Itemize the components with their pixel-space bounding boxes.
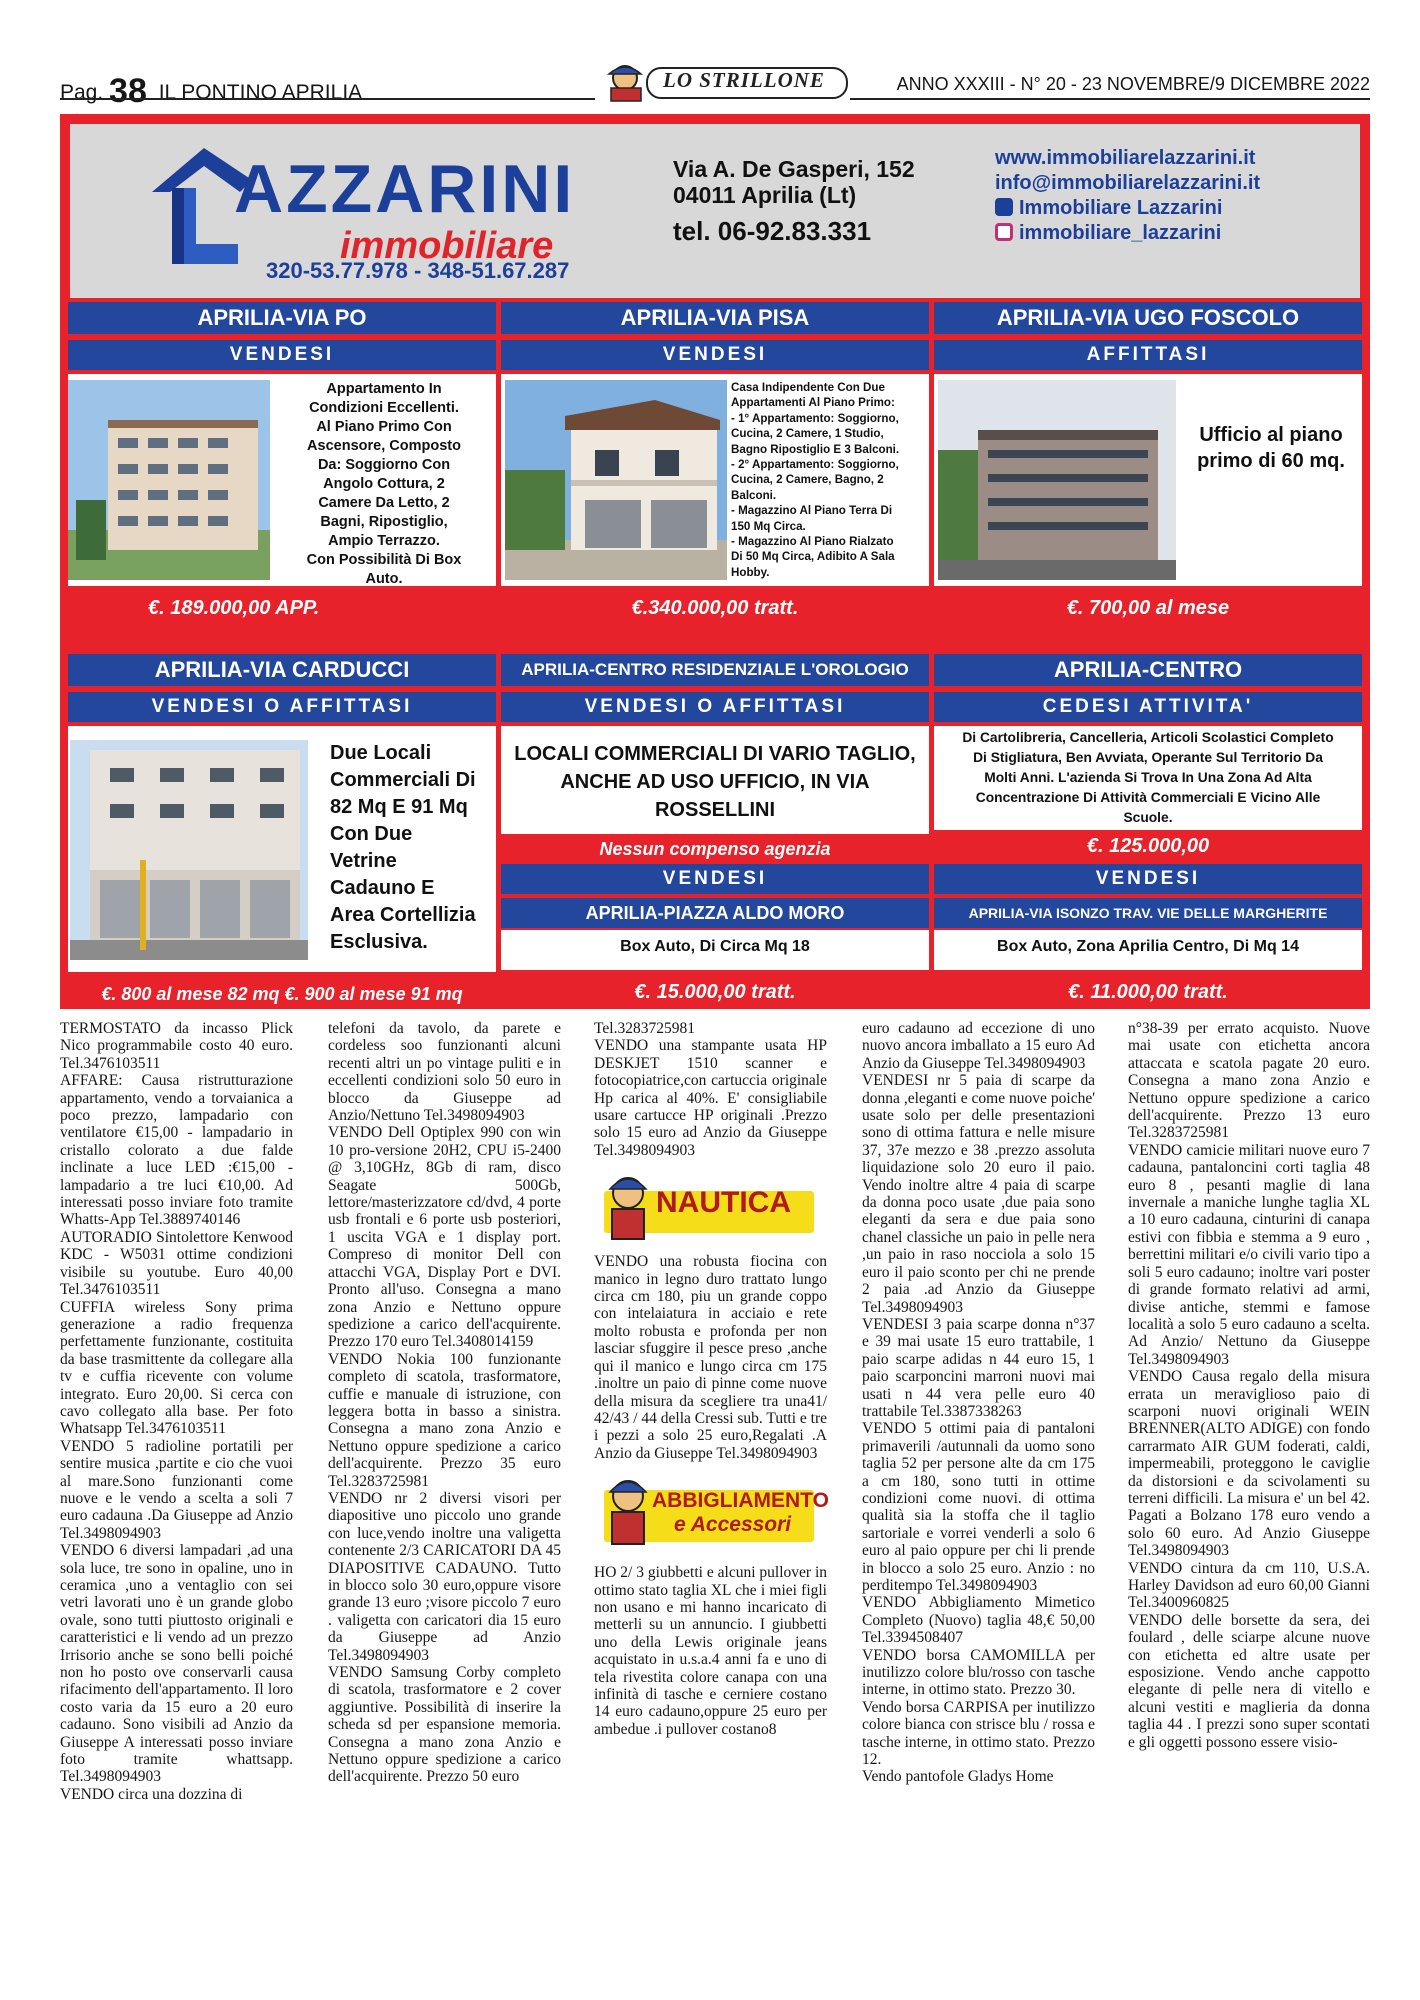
desc-line: Esclusiva. <box>330 931 428 953</box>
listing-type: VENDESI O AFFITTASI <box>501 692 929 722</box>
classified-ad: VENDO circa una dozzina di <box>60 1785 243 1803</box>
office-building-photo <box>938 380 1176 580</box>
classified-ad: Vendo borsa CARPISA per inutilizzo colore bianca con strisce blu / rossa e tasche interne, in ottimo stato. Prezzo 12. <box>862 1698 1095 1769</box>
classifieds-column-5 <box>1128 1020 1370 1751</box>
publication-name: IL PONTINO APRILIA <box>158 81 363 104</box>
listing-centro-attivita <box>934 654 1362 1009</box>
classified-ad: n°38-39 per errato acquisto. Nuove mai usate con etichetta ancora attaccata e scatola pagate 20 euro. Consegna a mano zona Anzio e Nettuno oppure spedizione a carico dell'acquirente. Prezzo 13 euro Tel.3283725981 <box>1128 1020 1370 1142</box>
classified-ad: VENDO Samsung Corby completo di scatola, trasformatore e 2 cover aggiuntive. Possibilità di inserire la scheda sd per espansione memoria. Consegna a mano zona Anzio e Nettuno oppure spedizione a carico dell'acquirente. Prezzo 50 euro <box>328 1664 561 1786</box>
classified-ad: telefoni da tavolo, da parete e cordeless soo funzionanti alcuni recenti altri un po vintage puliti e in eccellenti condizioni solo 50 euro in blocco da Giuseppe ad Anzio/Nettuno Tel.3498094903 <box>328 1020 561 1125</box>
desc-line: - Magazzino Al Piano Terra Di <box>731 504 893 518</box>
address-line-1: Via A. De Gasperi, 152 <box>673 156 915 182</box>
classified-ad: VENDO delle borsette da sera, dei foulard , delle sciarpe alcune nuove con etichetta ed altre usate per esposizione. Vendo anche cappotto elegante di pelle nera di vitello e alcuni vestiti e maglieria da donna taglia 44 . I prezzi sono super scontati e gli oggetti possono essere visio- <box>1128 1611 1370 1751</box>
listing-note: Nessun compenso agenzia <box>599 839 831 859</box>
desc-line: Di Cartolibreria, Cancelleria, Articoli Scolastici Completo <box>962 730 1334 745</box>
agency-instagram: immobiliare_lazzarini <box>1019 222 1222 244</box>
listing-description <box>731 380 927 580</box>
agency-facebook-row[interactable] <box>995 196 1260 221</box>
listing-body <box>68 726 496 972</box>
masthead-logo <box>595 62 850 102</box>
desc-line: - 1° Appartamento: Soggiorno, <box>731 411 899 425</box>
classified-ad: VENDO Abbigliamento Mimetico Completo (Nuovo) taglia 48,€ 50,00 Tel.3394508407 <box>862 1594 1095 1647</box>
listing-title: APRILIA-VIA ISONZO TRAV. VIE DELLE MARGHERITE <box>934 898 1362 928</box>
listing-price: €. 15.000,00 tratt. <box>634 981 796 1003</box>
page-folio <box>60 72 362 111</box>
desc-line: - 2° Appartamento: Soggiorno, <box>731 458 899 472</box>
section-title: ABBIGLIAMENTO <box>652 1489 829 1513</box>
classified-ad: AUTORADIO Sintolettore Kenwood KDC - W5031 ottime condizioni visibile su youtube. Euro 40,00 Tel.3476103511 <box>60 1228 293 1299</box>
storefront-building-photo <box>70 740 308 960</box>
desc-line: ROSSELLINI <box>654 799 775 821</box>
listing-type: CEDESI ATTIVITA' <box>934 692 1362 722</box>
desc-line: Vetrine <box>330 850 397 872</box>
desc-line: 150 Mq Circa. <box>731 519 806 533</box>
listing-price: €. 700,00 al mese <box>1066 597 1230 619</box>
classified-ad: VENDO Nokia 100 funzionante completo di scatola, trasformatore, cuffie e manuale di istruzione, con leggera botta in basso a sinistra. Consegna a mano zona Anzio e Nettuno oppure spedizione a carico dell'acquirente. Prezzo 35 euro Tel.3283725981 <box>328 1350 561 1490</box>
listing-type: VENDESI O AFFITTASI <box>68 692 496 722</box>
agency-instagram-row[interactable] <box>995 221 1260 246</box>
section-nautica <box>594 1163 827 1249</box>
section-abbigliamento <box>594 1466 827 1560</box>
classified-ad: HO 2/ 3 giubbetti e alcuni pullover in ottimo stato taglia XL che i miei figli non usano e mi hanno incaricato di metterli su un annuncio. I giubbetti uno della Lewis originale jeans acquistato in u.s.a.4 anni fa e uno di tela rivestita colore canapa con una infinità di tasche e cerniere costano 14 euro cadauno,oppure 25 euro per ambedue .i pullover costano8 <box>594 1564 827 1738</box>
classifieds-column-2 <box>328 1020 561 1786</box>
desc-line: Condizioni Eccellenti. <box>309 400 459 416</box>
desc-line: Con Due <box>330 823 413 845</box>
listing-title: APRILIA-CENTRO <box>934 654 1362 686</box>
address-line-2: 04011 Aprilia (Lt) <box>673 182 857 208</box>
classified-ad: VENDO una robusta fiocina con manico in legno duro trattato lungo circa cm 180, piu un grande coppo con intelaiatura in acciaio e rete molto robusta e profonda per non lasciar sfuggire il pesce preso ,anche qui il manico e lungo circa cm 175 .inoltre un paio di pinne come nuove della misura da scegliere tra una41/ 42/43 / 44 della Cressi sub. Tutti e tre i pezzi a solo 25 euro,Regalati .A Anzio da Giuseppe Tel.3498094903 <box>594 1253 827 1462</box>
listing-type: AFFITTASI <box>934 340 1362 370</box>
agency-email[interactable]: info@immobiliarelazzarini.it <box>995 172 1261 194</box>
classified-ad: VENDO cintura da cm 110, U.S.A. Harley Davidson ad euro 60,00 Gianni Tel.3400960825 <box>1128 1559 1370 1612</box>
classified-ad: VENDO Dell Optiplex 990 con win 10 pro-versione 20H2, CPU i5-2400 @ 3,10GHz, 8Gb di ram, disco Seagate 500Gb, lettore/masterizzatore cd/dvd, 4 porte usb frontali e 6 porte usb posteriori, 1 uscita VGA e 1 display port. Compreso di monitor Dell con attacchi VGA, Display Port e DVI. Pronto all'uso. Consegna a mano zona Anzio e Nettuno oppure spedizione a carico dell'acquirente. Prezzo 170 euro Tel.3408014159 <box>328 1124 561 1351</box>
desc-line: Auto. <box>365 571 403 586</box>
desc-line: ANCHE AD USO UFFICIO, IN VIA <box>560 771 870 793</box>
agency-subtitle: immobiliare <box>340 225 554 267</box>
agency-phones: 320-53.77.978 - 348-51.67.287 <box>266 258 570 283</box>
desc-line: Cucina, 2 Camere, 1 Studio, <box>731 427 884 441</box>
desc-line: Casa Indipendente Con Due <box>731 381 885 394</box>
listing-description <box>501 740 929 824</box>
running-header <box>60 62 1370 108</box>
desc-line: Di 50 Mq Circa, Adibito A Sala <box>731 550 895 564</box>
desc-line: Da: Soggiorno Con <box>317 457 451 473</box>
classified-ad: VENDESI 3 paia scarpe donna n°37 e 39 mai usate 15 euro trattabile, 1 paio scarpe adidas n 44 euro 15, 1 paio scarponcini marroni nuovi mai usati n 44 vera pelle euro 40 trattabile Tel.3387338263 <box>862 1315 1095 1420</box>
newsboy-mascot-icon <box>602 1476 654 1550</box>
listing-body <box>934 726 1362 830</box>
listing-centro-orologio <box>501 654 929 1009</box>
desc-line: - Magazzino Al Piano Rialzato <box>731 535 894 549</box>
desc-line: 82 Mq E 91 Mq <box>330 796 468 818</box>
classified-ad: VENDO 6 diversi lampadari ,ad una sola luce, tre sono in opaline, uno in ceramica ,uno a ventaglio con sei vetri lavorati uno è un grande globo ovale, sono tutti piuttosto originali e caratteristici e li vendo ad un prezzo Irrisorio anche se sono belli poiché non ho posto ove conservarli causa rifacimento dell'appartamento. Il loro costo varia da 15 euro a 20 euro cadauno. Sono visibili ad Anzio da Giuseppe A interessati posso inviare foto tramite whattsapp. Tel.3498094903 <box>60 1542 293 1786</box>
listing-type: VENDESI <box>501 340 929 370</box>
desc-line: Ampio Terrazzo. <box>328 533 440 549</box>
listing-title: APRILIA-VIA PISA <box>501 302 929 334</box>
listing-title: APRILIA-VIA CARDUCCI <box>68 654 496 686</box>
listing-price: €. 189.000,00 APP. <box>148 597 320 619</box>
classified-ad: VENDO Causa regalo della misura errata un meraviglioso paio di scarponi nuovi originali WEIN BRENNER(ALTO ADIGE) con fondo carrarmato AIR GUM foderati, caldi, impermeabili, proteggono le caviglie da distorsioni e da scivolamenti su terreni difficili. La misura e' un bel 42. Pagati a Bolzano 178 euro vendo a solo 60 euro. Ad Anzio Giuseppe Tel.3498094903 <box>1128 1368 1370 1560</box>
desc-line: Scuole. <box>1123 810 1173 825</box>
edition-info: ANNO XXXIII - N° 20 - 23 NOVEMBRE/9 DICEMBRE 2022 <box>896 74 1370 94</box>
desc-line: Appartamenti Al Piano Primo: <box>731 396 895 410</box>
listing-price: €. 11.000,00 tratt. <box>1068 981 1228 1003</box>
listing-via-carducci <box>68 654 496 1009</box>
classified-ad: TERMOSTATO da incasso Plick Nico programmabile costo 40 euro. Tel.3476103511 <box>60 1020 293 1072</box>
desc-line: Ufficio al piano <box>1199 424 1343 446</box>
listing-type: VENDESI <box>501 864 929 894</box>
agency-website[interactable]: www.immobiliarelazzarini.it <box>995 147 1256 169</box>
page-number: 38 <box>109 72 147 110</box>
section-title: NAUTICA <box>656 1186 791 1220</box>
listing-description: Box Auto, Di Circa Mq 18 <box>620 938 810 955</box>
listing-price: €.340.000,00 tratt. <box>631 597 799 619</box>
listing-description <box>934 728 1362 828</box>
desc-line: Balconi. <box>731 488 777 502</box>
listing-title: APRILIA-PIAZZA ALDO MORO <box>501 898 929 928</box>
classified-ad: euro cadauno ad eccezione di uno nuovo ancora imballato a 15 euro Ad Anzio da Giuseppe Tel.3498094903 <box>862 1020 1095 1072</box>
facebook-icon <box>995 198 1013 216</box>
classified-ad: CUFFIA wireless Sony prima generazione a radio frequenza perfettamente funzionante, costituita da base trasmittente da collegare alla tv e cuffia ricevente con volume integrato. Euro 20,00. Si cerca con cavo collegato alla base. Per foto Whatsapp Tel.3476103511 <box>60 1298 293 1438</box>
listing-via-po <box>68 302 496 629</box>
desc-line: Angolo Cottura, 2 <box>323 476 445 492</box>
classified-ad: Tel.3283725981 <box>594 1020 695 1037</box>
classifieds-column-1 <box>60 1020 293 1803</box>
logo-text: LO STRILLONE <box>663 68 825 92</box>
classified-ad: VENDO nr 2 diversi visori per diapositive uno piccolo uno grande con luce,vendo inoltre una valigetta contenente 2/3 CARICATORI DA 45 DIAPOSITIVE CADAUNO. Tutto in blocco solo 30 euro,oppure visore grande 13 euro ;visore piccolo 7 euro . valigetta con caricatori dia 15 euro da Giuseppe ad Anzio Tel.3498094903 <box>328 1489 561 1664</box>
listing-via-pisa <box>501 302 929 629</box>
desc-line: primo di 60 mq. <box>1197 450 1345 472</box>
listing-via-ugo-foscolo <box>934 302 1362 629</box>
desc-line: LOCALI COMMERCIALI DI VARIO TAGLIO, <box>514 743 916 765</box>
desc-line: Bagno Ripostiglio E 3 Balconi. <box>731 442 900 456</box>
detached-house-photo <box>505 380 727 580</box>
classified-ad: VENDO una stampante usata HP DESKJET 1510 scanner e fotocopiatrice,con cartuccia originale Hp carica al 40%. E' consigliabile usare cartucce HP originali .Prezzo solo 15 euro ad Anzio da Giuseppe Tel.3498094903 <box>594 1037 827 1159</box>
desc-line: Due Locali <box>330 742 432 764</box>
listing-title: APRILIA-CENTRO RESIDENZIALE L'OROLOGIO <box>501 654 929 686</box>
listing-price: €. 125.000,00 <box>1086 835 1210 857</box>
desc-line: Cucina, 2 Camere, Bagno, 2 <box>731 473 884 487</box>
real-estate-advertisement <box>60 114 1370 1009</box>
classified-ad: VENDO borsa CAMOMILLA per inutilizzo colore blu/rosso con tasche interne, in ottimo stato. Prezzo 30. <box>862 1646 1095 1699</box>
classified-ad: VENDO 5 radioline portatili per sentire musica ,partite e cio che vuoi al mare.Sono funzionanti come nuove e le vendo a scelta a soli 7 euro cadauna .Da Giuseppe ad Anzio Tel.3498094903 <box>60 1437 293 1542</box>
desc-line: Di Stigliatura, Ben Avviata, Operante Sul Territorio Da <box>973 750 1323 765</box>
desc-line: Molti Anni. L'azienda Si Trova In Una Zona Ad Alta <box>984 770 1312 785</box>
desc-line: Appartamento In <box>326 381 442 397</box>
agency-name: AZZARINI <box>234 151 576 227</box>
classified-ad: VENDO 5 ottimi paia di pantaloni primaverili /autunnali da uomo sono taglia 52 per persone alte da cm 175 a cm 180, sono tutti in ottime condizioni come nuovi. di ottima qualità sia la stoffa che il taglio sartoriale e vorrei venderli a solo 6 euro al paio oppure per chi li prende in blocco a solo 25 euro. Anzio : no perditempo Tel.3498094903 <box>862 1420 1095 1594</box>
agency-logo <box>142 140 702 270</box>
classified-ad: VENDESI nr 5 paia di scarpe da donna ,eleganti e come nuove poiche' usate solo per delle presentazioni sono di ottima fattura e nelle misure 37, 37e mezzo e 38 .prezzo assoluta liquidazione solo 20 euro il paio. Vendo inoltre altre 4 paia di scarpe da donna poco usate ,due paia sono eleganti da sera e due paia sono chanel classiche un paio in pelle nera ,un paio in raso nocciola a solo 15 euro il paio sconto per chi ne prende 2 paia .ad Anzio da Giuseppe Tel.3498094903 <box>862 1072 1095 1316</box>
desc-line: Bagni, Ripostiglio, <box>320 514 448 530</box>
classifieds-column-3 <box>594 1020 827 1738</box>
agency-facebook: Immobiliare Lazzarini <box>1019 197 1223 219</box>
classified-ad: AFFARE: Causa ristrutturazione appartamento, vendo a torvaianica a poco prezzo, lampadario con ventilatore €15,00 - lampadario in cristallo colorato a due falde inclinate a luce LED :€15,00 - lampadario a tre luci €10,00. Ad interessati posso inviare foto tramite Whatts-App Tel.3889740146 <box>60 1072 293 1229</box>
listing-description <box>1180 422 1362 474</box>
classifieds-column-4 <box>862 1020 1095 1786</box>
desc-line: Con Possibilità Di Box <box>306 552 462 568</box>
listing-body <box>501 930 929 970</box>
newsboy-mascot-icon <box>602 1173 654 1243</box>
section-subtitle: e Accessori <box>674 1513 792 1537</box>
desc-line: Cadauno E <box>330 877 435 899</box>
classified-ad: VENDO camicie militari nuove euro 7 cadauna, pantaloncini corti taglia 48 euro 8 , pesanti maglie di lana invernale a maniche lunghe taglia XL a 10 euro cadauna, cinturini di canapa estivi con fibbia e stemma a 9 euro , berrettini militari e/o civili vario tipo a soli 5 euro cadauno; inoltre vari poster di grande formato relativi ad armi, divise antiche, stemmi e famose località a solo 5 euro cadauno a scelta. Ad Anzio/ Nettuno da Giuseppe Tel.3498094903 <box>1128 1141 1370 1368</box>
listing-title: APRILIA-VIA UGO FOSCOLO <box>934 302 1362 334</box>
desc-line: Commerciali Di <box>330 769 476 791</box>
listing-body <box>68 374 496 586</box>
listing-body <box>501 374 929 586</box>
desc-line: Area Cortellizia <box>330 904 476 926</box>
agency-address <box>673 156 915 208</box>
agency-tel: tel. 06-92.83.331 <box>673 216 872 246</box>
listing-body <box>501 726 929 834</box>
agency-contacts <box>995 146 1260 246</box>
instagram-icon <box>995 223 1013 241</box>
desc-line: Hobby. <box>731 565 770 579</box>
listing-title: APRILIA-VIA PO <box>68 302 496 334</box>
listing-price: €. 800 al mese 82 mq €. 900 al mese 91 mq <box>101 984 463 1004</box>
listing-description: Box Auto, Zona Aprilia Centro, Di Mq 14 <box>997 938 1299 955</box>
listing-description <box>330 740 494 956</box>
listing-body <box>934 374 1362 586</box>
listing-description <box>274 380 494 586</box>
page-prefix: Pag. <box>60 81 104 104</box>
listing-body <box>934 930 1362 970</box>
desc-line: Al Piano Primo Con <box>316 419 452 435</box>
desc-line: Concentrazione Di Attività Commerciali E Vicino Alle <box>975 790 1321 805</box>
apartment-building-photo <box>68 380 270 580</box>
desc-line: Camere Da Letto, 2 <box>318 495 450 511</box>
classified-ad: Vendo pantofole Gladys Home <box>862 1768 1054 1786</box>
agency-banner <box>70 124 1360 298</box>
listing-type: VENDESI <box>934 864 1362 894</box>
listing-type: VENDESI <box>68 340 496 370</box>
desc-line: Ascensore, Composto <box>307 438 461 454</box>
